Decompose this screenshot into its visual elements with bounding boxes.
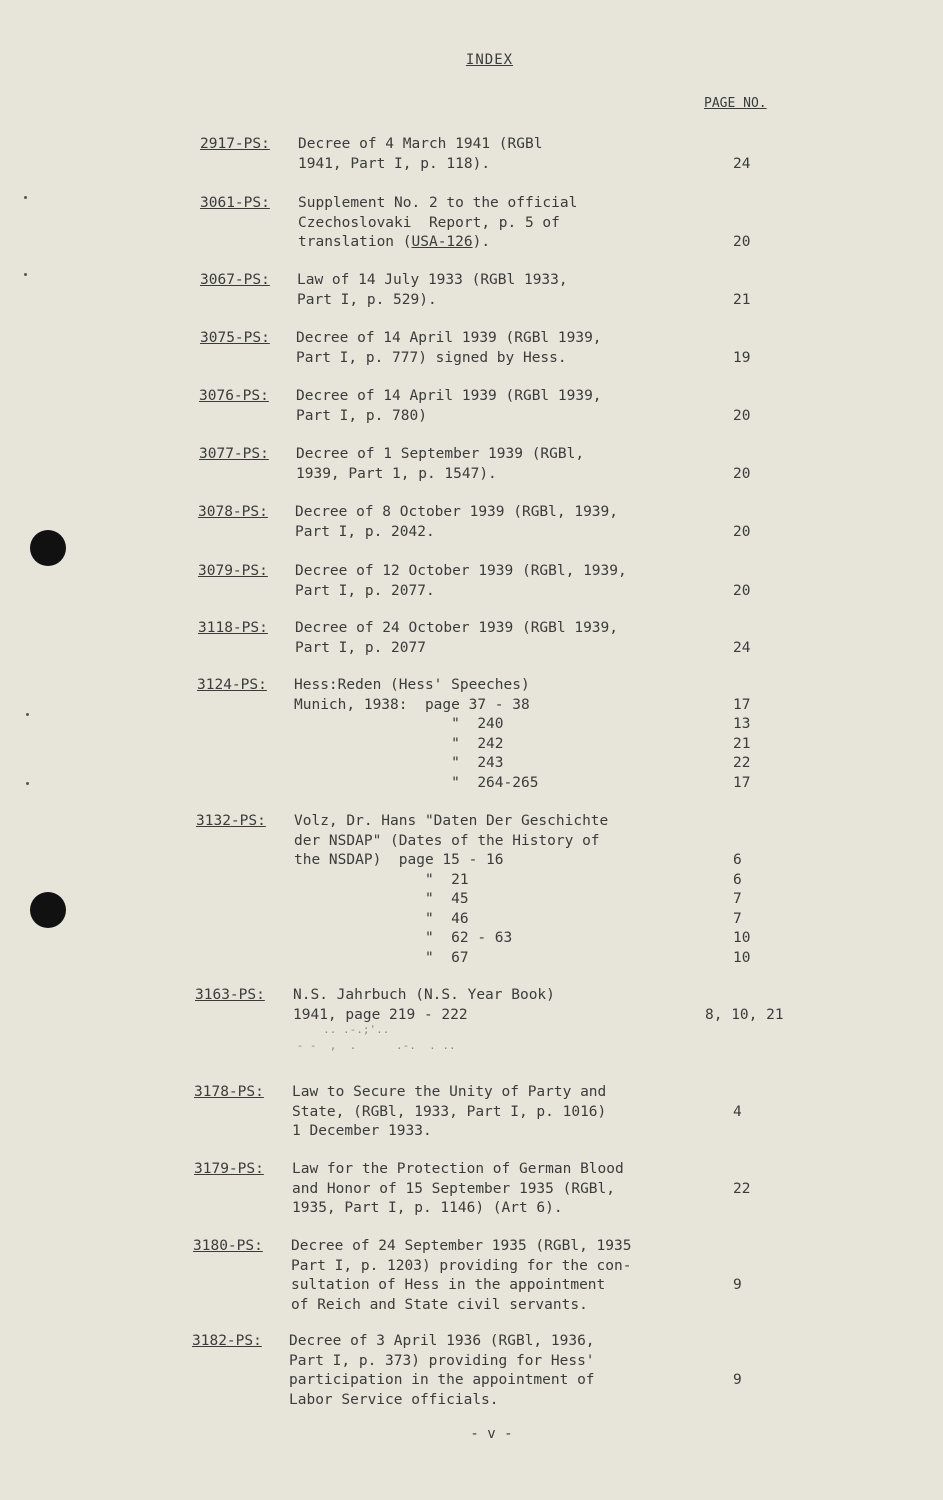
entry-page-numbers	[705, 812, 780, 968]
entry-page-numbers	[705, 619, 780, 658]
page-number: 17	[733, 696, 751, 713]
page-number: 20	[733, 523, 751, 540]
description-line: Hess:Reden (Hess' Speeches)	[294, 677, 530, 693]
description-line: Part I, p. 529).	[297, 291, 437, 308]
document-code: 3179-PS:	[194, 1161, 264, 1177]
speck	[24, 273, 27, 276]
entry-page-numbers	[705, 1083, 780, 1142]
page-number	[705, 1237, 780, 1257]
description-line: Decree of 3 April 1936 (RGBl, 1936,	[289, 1333, 595, 1349]
description-line: Decree of 4 March 1941 (RGBl	[298, 136, 543, 152]
document-code: 3078-PS:	[198, 504, 268, 520]
description-line: State, (RGBl, 1933, Part I, p. 1016)	[292, 1103, 607, 1120]
page-number	[705, 1122, 780, 1142]
speck	[24, 196, 27, 199]
document-code: 3118-PS:	[198, 620, 268, 636]
description-line: " 46	[294, 910, 469, 927]
description-line: of Reich and State civil servants.	[291, 1296, 588, 1313]
entry-description	[289, 1332, 595, 1410]
page-number	[705, 1296, 780, 1316]
document-code: 3061-PS:	[200, 195, 270, 211]
document-code: 3132-PS:	[196, 813, 266, 829]
page-number	[705, 445, 780, 465]
page-number	[705, 194, 780, 214]
description-line: Decree of 14 April 1939 (RGBl 1939,	[296, 330, 602, 346]
page-number	[705, 1352, 780, 1372]
description-line: Volz, Dr. Hans "Daten Der Geschichte	[294, 813, 609, 829]
document-code: 3124-PS:	[197, 677, 267, 693]
page-number	[705, 1160, 780, 1180]
description-line: 1 December 1933.	[292, 1123, 432, 1139]
description-line: Decree of 24 September 1935 (RGBl, 1935	[291, 1238, 632, 1254]
page-number: 10	[733, 949, 751, 966]
page-number	[705, 832, 780, 852]
page-number	[705, 1199, 780, 1219]
description-line: der NSDAP" (Dates of the History of	[294, 832, 600, 849]
page-number: 10	[733, 930, 751, 946]
document-code: 3178-PS:	[194, 1084, 264, 1100]
entry-page-numbers	[705, 986, 784, 1025]
page-number	[705, 135, 780, 155]
page-footer: - v -	[470, 1426, 513, 1442]
description-line: " 62 - 63	[294, 930, 513, 946]
page-number	[705, 329, 780, 349]
entry-description	[295, 503, 618, 542]
description-line: Part I, p. 1203) providing for the con-	[291, 1257, 632, 1274]
entry-description	[297, 271, 568, 310]
description-line: Part I, p. 373) providing for Hess'	[289, 1352, 595, 1369]
page-number: 20	[733, 465, 751, 482]
entry-page-numbers	[705, 135, 780, 174]
description-line: Labor Service officials.	[289, 1391, 499, 1408]
description-line: Law for the Protection of German Blood	[292, 1161, 624, 1177]
description-line: " 67	[294, 949, 469, 966]
description-line: Supplement No. 2 to the official	[298, 195, 578, 211]
entry-page-numbers	[705, 329, 780, 368]
entry-description	[298, 194, 577, 253]
page-number: 22	[733, 1180, 751, 1197]
entry-page-numbers	[705, 445, 780, 484]
entry-page-numbers	[705, 271, 780, 310]
document-code: 2917-PS:	[200, 136, 270, 152]
page-number	[705, 986, 780, 1006]
page-number: 24	[733, 155, 751, 172]
page-number: 8, 10, 21	[705, 1006, 784, 1023]
document-code: 3180-PS:	[193, 1238, 263, 1254]
entry-page-numbers	[705, 194, 780, 253]
page-number	[705, 812, 780, 832]
page-number: 20	[733, 407, 751, 424]
entry-page-numbers	[705, 387, 780, 426]
entry-description	[296, 445, 584, 484]
description-line: translation (USA-126).	[298, 234, 491, 250]
page-number: 6	[733, 871, 742, 888]
page-number: 9	[733, 1372, 742, 1388]
description-line: " 242	[294, 735, 504, 752]
description-line: " 243	[294, 755, 504, 771]
description-line: Decree of 8 October 1939 (RGBl, 1939,	[295, 504, 619, 520]
page-number: 20	[733, 582, 751, 599]
page-number	[705, 503, 780, 523]
entry-description	[294, 812, 608, 968]
page-number	[705, 387, 780, 407]
page-number	[705, 1332, 780, 1352]
page-number: 4	[733, 1103, 742, 1120]
entry-description	[292, 1160, 624, 1219]
description-line: 1941, Part I, p. 118).	[298, 155, 491, 172]
description-line: Decree of 1 September 1939 (RGBl,	[296, 446, 585, 462]
page-number	[705, 1257, 780, 1277]
document-code: 3163-PS:	[195, 987, 265, 1003]
description-line: Part I, p. 777) signed by Hess.	[296, 349, 567, 366]
document-code: 3079-PS:	[198, 563, 268, 579]
document-code: 3075-PS:	[200, 330, 270, 346]
page-number	[705, 676, 780, 696]
entry-page-numbers	[705, 562, 780, 601]
entry-page-numbers	[705, 1237, 780, 1315]
page-number: 6	[733, 852, 742, 868]
description-line: Decree of 24 October 1939 (RGBl 1939,	[295, 620, 619, 636]
entry-description	[296, 329, 602, 368]
page-number	[705, 1391, 780, 1411]
page-number: 21	[733, 735, 751, 752]
entry-page-numbers	[705, 1332, 780, 1410]
description-line: participation in the appointment of	[289, 1372, 595, 1388]
entry-description	[295, 619, 618, 658]
description-line: Part I, p. 2077.	[295, 582, 435, 599]
description-line: 1941, page 219 - 222	[293, 1006, 468, 1023]
page-number: 21	[733, 291, 751, 308]
entry-description	[298, 135, 542, 174]
description-line: Part I, p. 2042.	[295, 523, 435, 540]
punch-hole	[30, 892, 66, 928]
document-code: 3077-PS:	[199, 446, 269, 462]
speck	[26, 782, 29, 785]
description-line: Part I, p. 2077	[295, 639, 426, 656]
description-line: " 45	[294, 891, 469, 907]
description-line: 1935, Part I, p. 1146) (Art 6).	[292, 1200, 563, 1216]
page-number: 17	[733, 774, 751, 791]
page-number: 7	[733, 910, 742, 927]
document-code: 3076-PS:	[199, 388, 269, 404]
page-number	[705, 619, 780, 639]
page-title: INDEX	[465, 52, 514, 68]
description-line: Czechoslovaki Report, p. 5 of	[298, 214, 560, 231]
entry-page-numbers	[705, 503, 780, 542]
description-line: Decree of 14 April 1939 (RGBl 1939,	[296, 388, 602, 404]
page-number	[705, 562, 780, 582]
page-number: 19	[733, 349, 751, 366]
description-line: Munich, 1938: page 37 - 38	[294, 696, 530, 713]
description-line: sultation of Hess in the appointment	[291, 1277, 606, 1293]
entry-description	[291, 1237, 631, 1315]
description-line: the NSDAP) page 15 - 16	[294, 852, 504, 868]
description-line: Law to Secure the Unity of Party and	[292, 1084, 607, 1100]
description-line: 1939, Part 1, p. 1547).	[296, 465, 497, 482]
page-number: 20	[733, 234, 751, 250]
document-code: 3067-PS:	[200, 272, 270, 288]
speck	[26, 713, 29, 716]
page-number	[705, 214, 780, 234]
entry-description	[292, 1083, 606, 1142]
page-number: 9	[733, 1277, 742, 1293]
page-number: 13	[733, 716, 751, 732]
description-line: N.S. Jahrbuch (N.S. Year Book)	[293, 987, 555, 1003]
description-line: Law of 14 July 1933 (RGBl 1933,	[297, 272, 568, 288]
page-number: 7	[733, 891, 742, 907]
page-number	[705, 1083, 780, 1103]
description-line: and Honor of 15 September 1935 (RGBl,	[292, 1180, 616, 1197]
entry-page-numbers	[705, 1160, 780, 1219]
page-number-header: PAGE NO.	[704, 96, 767, 111]
illegible-smudge: .. .-.;'.. - - , . .-. . ..	[296, 1023, 456, 1052]
entry-description	[294, 676, 538, 793]
entry-description	[293, 986, 555, 1025]
description-line: " 264-265	[294, 774, 539, 791]
entry-description	[296, 387, 602, 426]
description-line: " 240	[294, 716, 504, 732]
page-number	[705, 271, 780, 291]
punch-hole	[30, 530, 66, 566]
description-line: " 21	[294, 871, 469, 888]
description-line: Decree of 12 October 1939 (RGBl, 1939,	[295, 563, 627, 579]
document-code: 3182-PS:	[192, 1333, 262, 1349]
page-number: 24	[733, 639, 751, 656]
page-number: 22	[733, 755, 751, 771]
entry-description	[295, 562, 627, 601]
entry-page-numbers	[705, 676, 780, 793]
description-line: Part I, p. 780)	[296, 407, 427, 424]
